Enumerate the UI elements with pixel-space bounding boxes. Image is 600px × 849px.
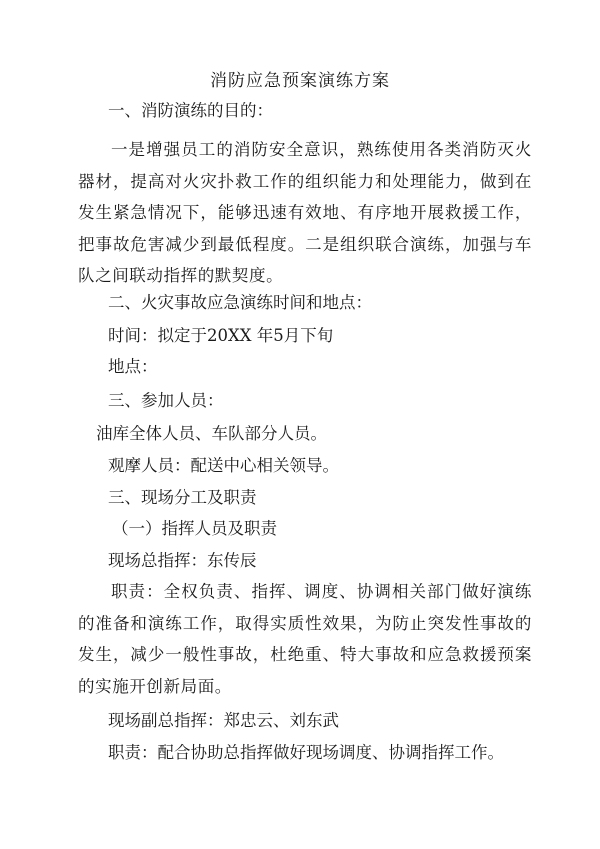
time-line: 时间：拟定于20XX 年5月下旬: [108, 326, 334, 345]
chief-commander-line: 现场总指挥：东传辰: [108, 551, 257, 570]
purpose-heading: 一、消防演练的目的：: [108, 101, 273, 120]
observers-line: 观摩人员：配送中心相关领导。: [108, 456, 339, 475]
document-title: 消防应急预案演练方案: [210, 71, 390, 91]
deputy-duty-line: 职责：配合协助总指挥做好现场调度、协调指挥工作。: [108, 743, 504, 762]
participants-line: 油库全体人员、车队部分人员。: [96, 424, 327, 443]
participants-heading: 三、参加人员：: [108, 391, 224, 410]
purpose-paragraph: 一是增强员工的消防安全意识，熟练使用各类消防灭火器材，提高对火灾扑救工作的组织能力和处理能力，做到在发生紧急情况下，能够迅速有效地、有序地开展救援工作，把事故危害减少到最低程度。二是组织联合演练，加强与车队之间联动指挥的默契度。: [78, 140, 532, 286]
division-heading: 三、现场分工及职责: [108, 488, 257, 507]
deputy-commander-line: 现场副总指挥：郑忠云、刘东武: [108, 711, 339, 730]
time-place-heading: 二、火灾事故应急演练时间和地点：: [108, 293, 372, 312]
command-heading: （一）指挥人员及职责: [112, 519, 277, 538]
place-line: 地点：: [108, 357, 158, 376]
chief-duty-paragraph: 职责：全权负责、指挥、调度、协调相关部门做好演练的准备和演练工作，取得实质性效果，为防止突发性事故的发生，减少一般性事故，杜绝重、特大事故和应急救援预案的实施开创新局面。: [78, 582, 532, 696]
